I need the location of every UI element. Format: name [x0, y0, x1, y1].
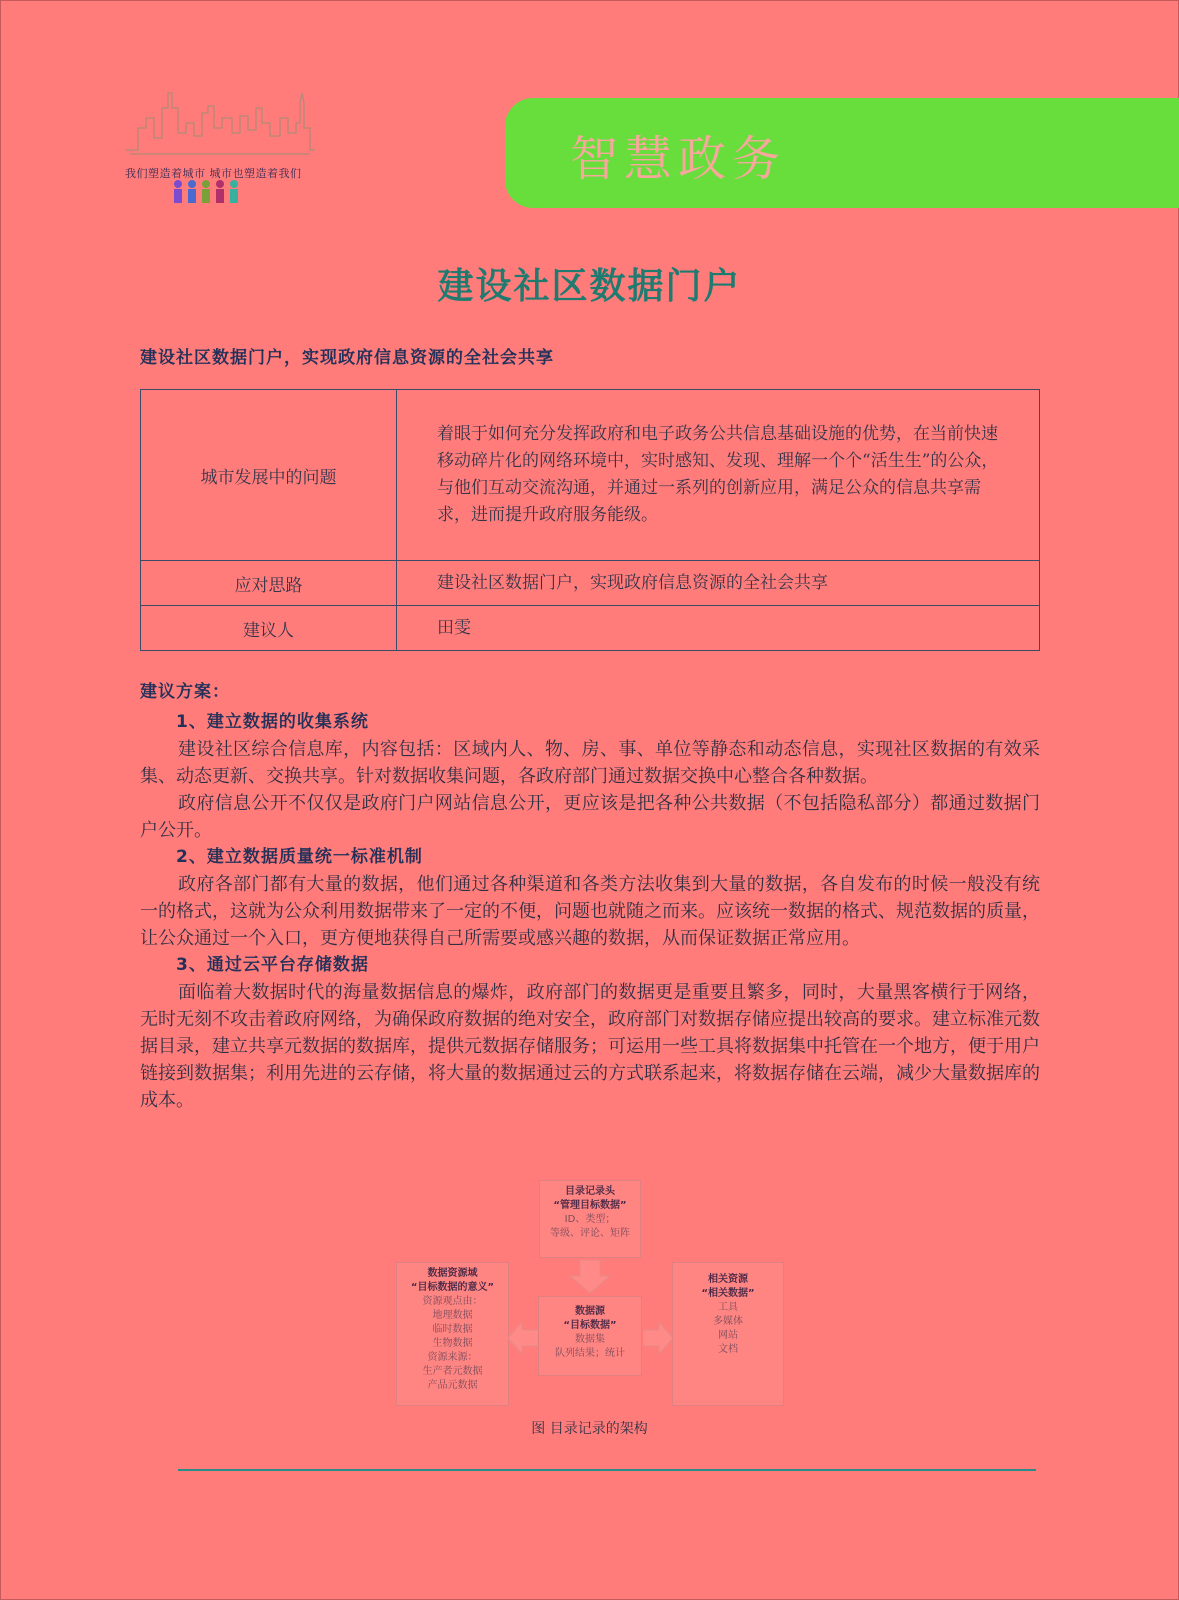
box-line: 文档	[718, 1344, 738, 1355]
table-value: 田雯	[397, 606, 1040, 651]
left-arrow-icon	[508, 1318, 538, 1358]
section-tab	[505, 98, 1179, 208]
paragraph: 面临着大数据时代的海量数据信息的爆炸，政府部门的数据更是重要且繁多，同时，大量黑客横行于网络，无时无刻不攻击着政府网络，为确保政府数据的绝对安全，政府部门对数据存储应提出较高的要求。建立标准元数据目录，建立共享元数据的数据库，提供元数据存储服务；可运用一些工具将数据集中托管在一个地方，便于用户链接到数据集；利用先进的云存储，将大量的数据通过云的方式联系起来，将数据存储在云端，减少大量数据库的成本。	[140, 982, 1040, 1111]
box-line: 资源观点由：	[422, 1296, 483, 1307]
box-line: 数据集	[575, 1334, 605, 1345]
section-heading: 1、建立数据的收集系统	[176, 712, 369, 732]
page-title: 建设社区数据门户	[437, 266, 742, 307]
box-line: 队列结果；统计	[555, 1348, 625, 1359]
down-arrow-icon	[568, 1260, 612, 1294]
box-subtitle: “相关数据”	[701, 1288, 755, 1299]
table-value: 建设社区数据门户，实现政府信息资源的全社会共享	[397, 561, 1040, 606]
table-row	[141, 606, 1040, 651]
figure-caption: 图 目录记录的架构	[531, 1421, 648, 1437]
section-heading: 2、建立数据质量统一标准机制	[176, 847, 423, 867]
paragraph: 建设社区综合信息库，内容包括：区域内人、物、房、事、单位等静态和动态信息，实现社区数据的有效采集、动态更新、交换共享。针对数据收集问题，各政府部门通过数据交换中心整合各种数据。	[140, 739, 1040, 787]
table-key: 城市发展中的问题	[141, 390, 397, 561]
table-key: 应对思路	[141, 561, 397, 606]
box-line: 临时数据	[432, 1324, 473, 1335]
box-line: 工具	[718, 1302, 738, 1313]
box-subtitle: “目标数据的意义”	[410, 1282, 495, 1293]
table-row	[141, 390, 1040, 561]
box-line: 多媒体	[713, 1316, 743, 1327]
box-line: 产品元数据	[427, 1380, 478, 1391]
paragraph: 政府信息公开不仅仅是政府门户网站信息公开，更应该是把各种公共数据（不包括隐私部分）都通过数据门户公开。	[140, 793, 1040, 841]
box-title: 数据源	[575, 1306, 605, 1317]
diagram-box-left	[396, 1262, 509, 1406]
box-subtitle: “管理目标数据”	[553, 1200, 627, 1211]
box-subtitle: “目标数据”	[563, 1320, 617, 1331]
table-key: 建议人	[141, 606, 397, 651]
box-line: 网站	[718, 1330, 738, 1341]
box-title: 目录记录头	[565, 1186, 615, 1197]
diagram-box-right	[672, 1262, 784, 1406]
proposal-body	[140, 709, 1040, 1114]
box-line: 生产者元数据	[422, 1366, 483, 1377]
box-title: 数据资源域	[427, 1268, 478, 1279]
footer-rule	[178, 1469, 1036, 1471]
city-skyline-logo	[120, 88, 320, 218]
box-line: 地理数据	[432, 1310, 473, 1321]
box-line: 等级、评论、矩阵	[550, 1228, 630, 1239]
box-line: 资源来源：	[427, 1352, 478, 1363]
catalog-record-diagram	[396, 1180, 786, 1410]
box-title: 相关资源	[708, 1274, 748, 1285]
box-line: ID、类型；	[564, 1214, 616, 1225]
subtitle: 建设社区数据门户，实现政府信息资源的全社会共享	[140, 348, 554, 368]
info-table	[140, 389, 1040, 651]
section-heading: 3、通过云平台存储数据	[176, 955, 369, 975]
table-row	[141, 561, 1040, 606]
diagram-box-center	[538, 1296, 642, 1376]
right-arrow-icon	[643, 1318, 673, 1358]
table-value: 着眼于如何充分发挥政府和电子政务公共信息基础设施的优势，在当前快速移动碎片化的网络环境中，实时感知、发现、理解一个个“活生生”的公众，与他们互动交流沟通，并通过一系列的创新应用，满足公众的信息共享需求，进而提升政府服务能级。	[397, 390, 1040, 561]
section-tab-label: 智慧政务	[570, 131, 787, 187]
proposal-heading: 建议方案：	[140, 682, 230, 702]
logo-tagline: 我们塑造着城市 城市也塑造着我们	[125, 167, 302, 180]
diagram-box-top	[539, 1180, 641, 1258]
paragraph: 政府各部门都有大量的数据，他们通过各种渠道和各类方法收集到大量的数据，各自发布的时候一般没有统一的格式，这就为公众利用数据带来了一定的不便，问题也就随之而来。应该统一数据的格式、规范数据的质量，让公众通过一个入口，更方便地获得自己所需要或感兴趣的数据，从而保证数据正常应用。	[140, 874, 1040, 949]
box-line: 生物数据	[432, 1338, 473, 1349]
